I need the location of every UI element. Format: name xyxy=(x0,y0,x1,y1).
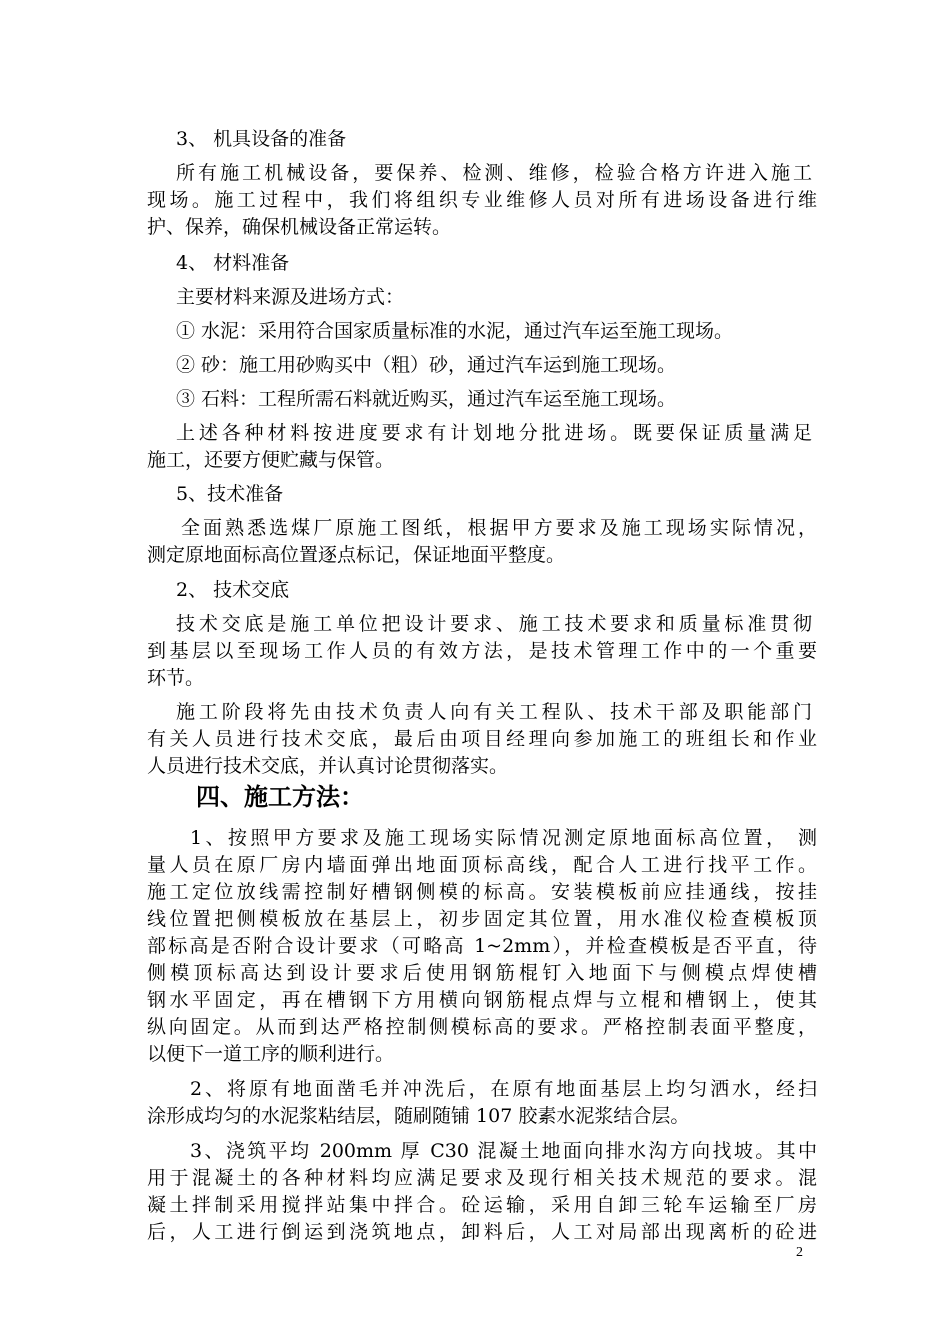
paragraph-line: 以便下一道工序的顺利进行。 xyxy=(147,1043,395,1065)
paragraph-line: 凝土拌制采用搅拌站集中拌合。砼运输，采用自卸三轮车运输至厂房 xyxy=(147,1194,817,1216)
paragraph-line: 纵向固定。从而到达严格控制侧模标高的要求。严格控制表面平整度， xyxy=(147,1016,817,1038)
paragraph-line: 施工定位放线需控制好槽钢侧模的标高。安装模板前应挂通线，按挂 xyxy=(147,881,817,903)
paragraph-line: 1、按照甲方要求及施工现场实际情况测定原地面标高位置， 测 xyxy=(190,827,817,849)
list-item-stone: ③ 石料：工程所需石料就近购买，通过汽车运至施工现场。 xyxy=(176,388,677,410)
paragraph-line: 全面熟悉选煤厂原施工图纸，根据甲方要求及施工现场实际情况， xyxy=(181,517,817,539)
subsection-title-materials: 4、 材料准备 xyxy=(176,252,290,274)
paragraph-line: 有关人员进行技术交底，最后由项目经理向参加施工的班组长和作业 xyxy=(147,728,817,750)
paragraph-line: 后，人工进行倒运到浇筑地点，卸料后，人工对局部出现离析的砼进 xyxy=(147,1221,817,1243)
paragraph-line: 涂形成均匀的水泥浆粘结层，随刷随铺 107 胶素水泥浆结合层。 xyxy=(147,1105,690,1127)
paragraph-line: 量人员在原厂房内墙面弹出地面顶标高线，配合人工进行找平工作。 xyxy=(147,854,817,876)
paragraph-line: 2、将原有地面凿毛并冲洗后，在原有地面基层上均匀洒水，经扫 xyxy=(190,1078,817,1100)
section-heading: 四、施工方法： xyxy=(196,783,364,811)
paragraph-line: 施工，还要方便贮藏与保管。 xyxy=(147,449,395,471)
paragraph-line: 主要材料来源及进场方式： xyxy=(176,286,405,308)
list-item-cement: ① 水泥：采用符合国家质量标准的水泥，通过汽车运至施工现场。 xyxy=(176,320,734,342)
list-item-sand: ② 砂：施工用砂购买中（粗）砂，通过汽车运到施工现场。 xyxy=(176,354,677,376)
paragraph-line: 现场。施工过程中，我们将组织专业维修人员对所有进场设备进行维 xyxy=(147,189,817,211)
paragraph-line: 护、保养，确保机械设备正常运转。 xyxy=(147,216,452,238)
paragraph-line: 所有施工机械设备，要保养、检测、维修，检验合格方许进入施工 xyxy=(176,162,812,184)
paragraph-line: 测定原地面标高位置逐点标记，保证地面平整度。 xyxy=(147,544,566,566)
paragraph-line: 环节。 xyxy=(147,667,205,689)
paragraph-line: 施工阶段将先由技术负责人向有关工程队、技术干部及职能部门 xyxy=(176,701,812,723)
page-number: 2 xyxy=(796,1245,803,1260)
paragraph-line: 上述各种材料按进度要求有计划地分批进场。既要保证质量满足 xyxy=(176,422,812,444)
paragraph-line: 钢水平固定，再在槽钢下方用横向钢筋棍点焊与立棍和槽钢上，使其 xyxy=(147,989,817,1011)
paragraph-line: 线位置把侧模板放在基层上，初步固定其位置，用水准仪检查模板顶 xyxy=(147,908,817,930)
subsection-title-equipment: 3、 机具设备的准备 xyxy=(176,128,347,150)
paragraph-line: 用于混凝土的各种材料均应满足要求及现行相关技术规范的要求。混 xyxy=(147,1167,817,1189)
subsection-title-technical-prep: 5、技术准备 xyxy=(176,483,284,505)
paragraph-line: 技术交底是施工单位把设计要求、施工技术要求和质量标准贯彻 xyxy=(176,613,812,635)
paragraph-line: 3、浇筑平均 200mm 厚 C30 混凝土地面向排水沟方向找坡。其中 xyxy=(190,1140,817,1162)
paragraph-line: 人员进行技术交底，并认真讨论贯彻落实。 xyxy=(147,755,509,777)
subsection-title-technical-briefing: 2、 技术交底 xyxy=(176,579,290,601)
paragraph-line: 部标高是否附合设计要求（可略高 1~2mm），并检查模板是否平直，待 xyxy=(147,935,817,957)
paragraph-line: 到基层以至现场工作人员的有效方法，是技术管理工作中的一个重要 xyxy=(147,640,817,662)
paragraph-line: 侧模顶标高达到设计要求后使用钢筋棍钉入地面下与侧模点焊使槽 xyxy=(147,962,817,984)
